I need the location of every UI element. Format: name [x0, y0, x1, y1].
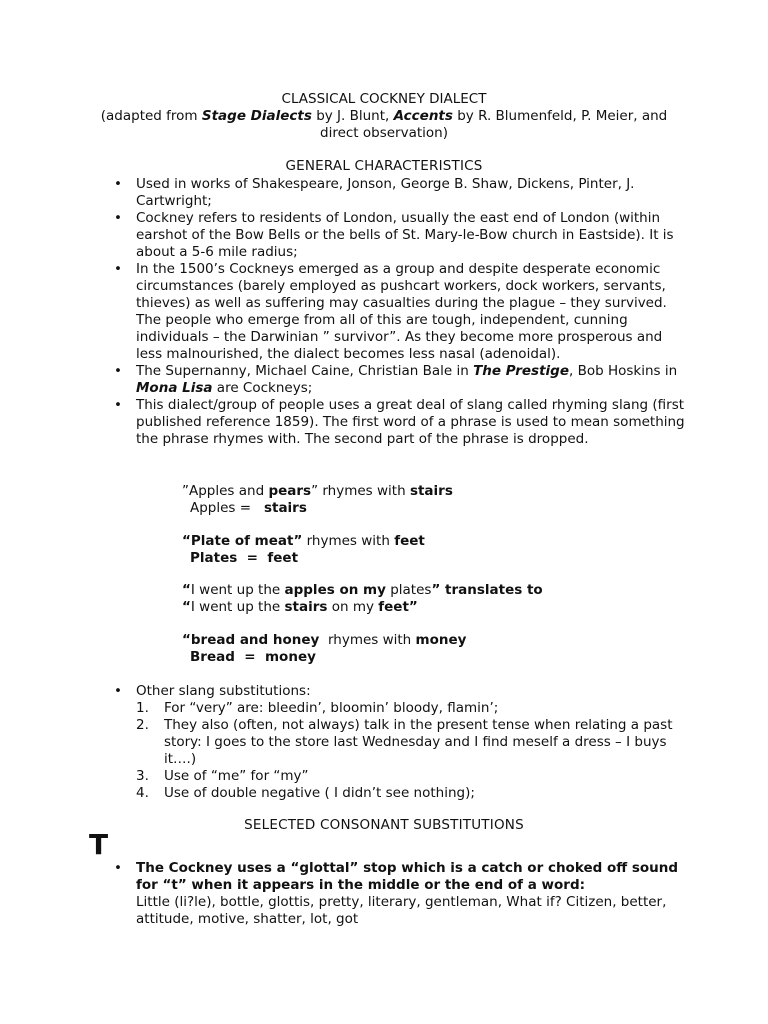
general-characteristics-list [108, 176, 688, 448]
list-item: 3. Use of “me” for “my” [136, 768, 309, 784]
document-subtitle: (adapted from Stage Dialects by J. Blunt, Accents by R. Blumenfeld, P. Meier, and direct observation) [100, 108, 668, 141]
rhyme-example-3-translation: “I went up the stairs on my feet” [182, 599, 418, 615]
list-item: • Cockney refers to residents of London, usually the east end of London (within earshot of the Bow Bells or the bells of St. Mary-le-Bow church in Eastside). It is about a 5-6 mile radius; [108, 210, 688, 261]
book-title-accents: Accents [393, 108, 453, 124]
list-item: • Other slang substitutions: [108, 683, 688, 700]
list-item: • Used in works of Shakespeare, Jonson, George B. Shaw, Dickens, Pinter, J. Cartwright; [108, 176, 688, 210]
rhyme-example-2-result: Plates = feet [190, 550, 299, 566]
letter-t-heading: T [89, 828, 109, 861]
rhyme-example-1: ”Apples and pears” rhymes with stairs [182, 483, 453, 499]
list-item: 4. Use of double negative ( I didn’t see nothing); [136, 785, 475, 801]
rhyme-example-1-result: Apples = stairs [190, 500, 307, 516]
consonant-substitutions-heading: SELECTED CONSONANT SUBSTITUTIONS [244, 817, 524, 833]
rhyme-example-2: “Plate of meat” rhymes with feet [182, 533, 425, 549]
document-title: CLASSICAL COCKNEY DIALECT [281, 91, 487, 107]
book-title-stage-dialects: Stage Dialects [201, 108, 312, 124]
list-item: • The Cockney uses a “glottal” stop which is a catch or choked off sound for “t” when it appears in the middle or the end of a word: Little (li?le), bottle, glottis, pretty, literary, gentleman, What if? Citizen, better, attitude, motive, shatter, lot, got [108, 860, 688, 928]
rhyme-example-3: “I went up the apples on my plates” translates to [182, 582, 543, 598]
other-slang-list [108, 683, 688, 700]
general-characteristics-heading: GENERAL CHARACTERISTICS [285, 158, 483, 174]
rhyme-example-4-result: Bread = money [190, 649, 316, 665]
list-item: • This dialect/group of people uses a great deal of slang called rhyming slang (first published reference 1859). The first word of a phrase is used to mean something the phrase rhymes with. The second part of the phrase is dropped. [108, 397, 688, 448]
list-item: 1. For “very” are: bleedin’, bloomin’ bloody, flamin’; [136, 700, 499, 716]
rhyme-example-4: “bread and honey rhymes with money [182, 632, 467, 648]
list-item: 2. They also (often, not always) talk in the present tense when relating a past story: I goes to the store last Wednesday and I find meself a dress – I buys it….) [136, 717, 673, 767]
list-item: • The Supernanny, Michael Caine, Christian Bale in The Prestige, Bob Hoskins in Mona Lisa are Cockneys; [108, 363, 688, 397]
list-item: • In the 1500’s Cockneys emerged as a group and despite desperate economic circumstances (barely employed as pushcart workers, dock workers, servants, thieves) as well as suffering may casualties during the plague – they survived. The people who emerge from all of this are tough, independent, cunning individuals – the Darwinian ” survivor”. As they become more prosperous and less malnourished, the dialect becomes less nasal (adenoidal). [108, 261, 688, 363]
consonant-list [108, 860, 688, 928]
other-slang-numbered-list [136, 700, 676, 802]
